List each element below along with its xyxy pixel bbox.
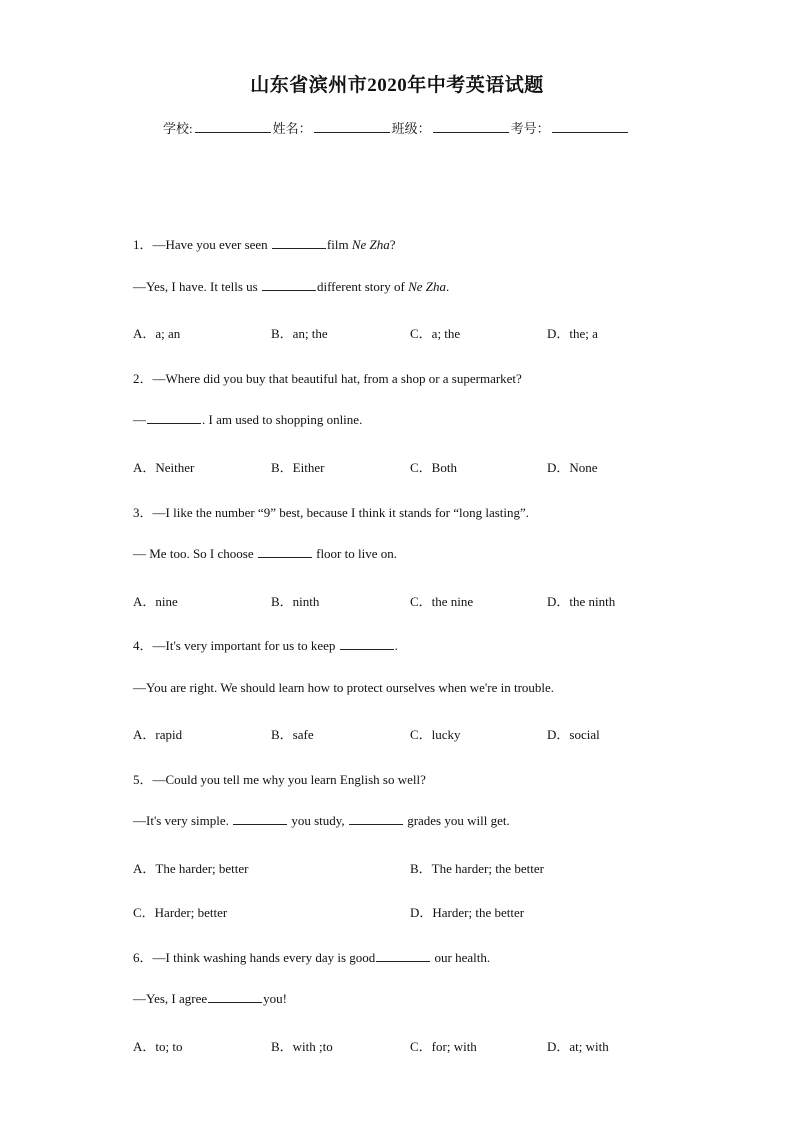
option-b: B．with ;to: [271, 1039, 333, 1054]
question-2-line-1: [133, 368, 522, 387]
option-c: C．Harder; better: [133, 905, 228, 920]
question-text: —I like the number “9” best, because I think it stands for “long lasting”.: [152, 505, 530, 520]
option-d: D．social: [547, 727, 600, 742]
question-text: —Yes, I have. It tells us: [133, 279, 261, 294]
option-d: D．the ninth: [547, 594, 616, 609]
question-4-line-2: [133, 680, 554, 696]
option-c: C．Both: [410, 460, 457, 475]
exam-no-blank: [552, 120, 628, 133]
school-blank: [195, 120, 271, 133]
question-3-line-1: [133, 502, 529, 521]
option-a: A．nine: [133, 594, 178, 609]
option-b: B．an; the: [271, 326, 328, 341]
option-d: D．at; with: [547, 1039, 609, 1054]
answer-blank: [376, 950, 430, 962]
option-c: C．a; the: [410, 326, 461, 341]
answer-blank: [262, 279, 316, 291]
italic-title: Ne Zha: [351, 237, 390, 252]
question-text: —: [133, 412, 146, 427]
answer-blank: [233, 813, 287, 825]
question-text: our health.: [431, 950, 491, 965]
question-number: 6．: [133, 950, 153, 965]
italic-title: Ne Zha: [408, 279, 446, 294]
answer-blank: [147, 412, 201, 424]
question-5-line-1: [133, 769, 426, 788]
class-blank: [433, 120, 509, 133]
question-1-line-2: [133, 279, 449, 295]
option-c: C．the nine: [410, 594, 474, 609]
question-text: —I think washing hands every day is good: [152, 950, 376, 965]
option-c: C．lucky: [410, 727, 461, 742]
option-b: B．ninth: [271, 594, 320, 609]
option-d: D．Harder; the better: [410, 905, 525, 920]
question-text: .: [394, 638, 398, 653]
page-title: 山东省滨州市2020年中考英语试题: [250, 75, 544, 96]
question-number: 2．: [133, 371, 153, 386]
question-text: —You are right. We should learn how to protect ourselves when we're in trouble.: [133, 680, 555, 695]
answer-blank: [349, 813, 403, 825]
question-text: film: [326, 237, 352, 252]
option-a: A．rapid: [133, 727, 183, 742]
option-d: D．the; a: [547, 326, 598, 341]
question-text: —It's very important for us to keep: [152, 638, 339, 653]
option-b: B．safe: [271, 727, 314, 742]
exam-no-label: 考号：: [510, 121, 550, 136]
question-number: 3．: [133, 505, 153, 520]
option-c: C．for; with: [410, 1039, 477, 1054]
question-text: —Could you tell me why you learn English so well?: [152, 772, 426, 787]
question-6-line-2: [133, 991, 287, 1007]
option-a: A．a; an: [133, 326, 181, 341]
question-text: —It's very simple.: [133, 813, 233, 828]
question-number: 5．: [133, 772, 153, 787]
answer-blank: [258, 546, 312, 558]
question-2-line-2: [133, 412, 362, 428]
question-text: —Where did you buy that beautiful hat, from a shop or a supermarket?: [152, 371, 522, 386]
answer-blank: [208, 991, 262, 1003]
class-label: 班级：: [391, 121, 431, 136]
question-5-line-2: [133, 813, 510, 829]
question-text: floor to live on.: [312, 546, 397, 561]
question-3-line-2: [133, 546, 397, 562]
question-number: 4．: [133, 638, 153, 653]
option-a: A．to; to: [133, 1039, 183, 1054]
answer-blank: [272, 237, 326, 249]
question-4-line-1: [133, 635, 398, 654]
question-text: .: [445, 279, 450, 294]
question-text: different story of: [316, 279, 409, 294]
option-b: B．The harder; the better: [410, 861, 544, 876]
student-info-row: [163, 118, 630, 137]
school-label: 学校:: [163, 121, 193, 136]
option-a: A．Neither: [133, 460, 195, 475]
option-a: A．The harder; better: [133, 861, 249, 876]
answer-blank: [340, 638, 394, 650]
option-b: B．Either: [271, 460, 325, 475]
name-label: 姓名：: [272, 121, 312, 136]
question-number: 1．: [133, 237, 153, 252]
question-text: you!: [263, 991, 287, 1006]
question-text: . I am used to shopping online.: [202, 412, 363, 427]
option-d: D．None: [547, 460, 598, 475]
question-text: you study,: [288, 813, 348, 828]
question-text: —Have you ever seen: [152, 237, 271, 252]
question-text: grades you will get.: [403, 813, 510, 828]
question-6-line-1: [133, 947, 490, 966]
name-blank: [314, 120, 390, 133]
question-1-line-1: [133, 234, 396, 253]
question-text: — Me too. So I choose: [133, 546, 257, 561]
question-text: ?: [389, 237, 396, 252]
question-text: —Yes, I agree: [133, 991, 208, 1006]
